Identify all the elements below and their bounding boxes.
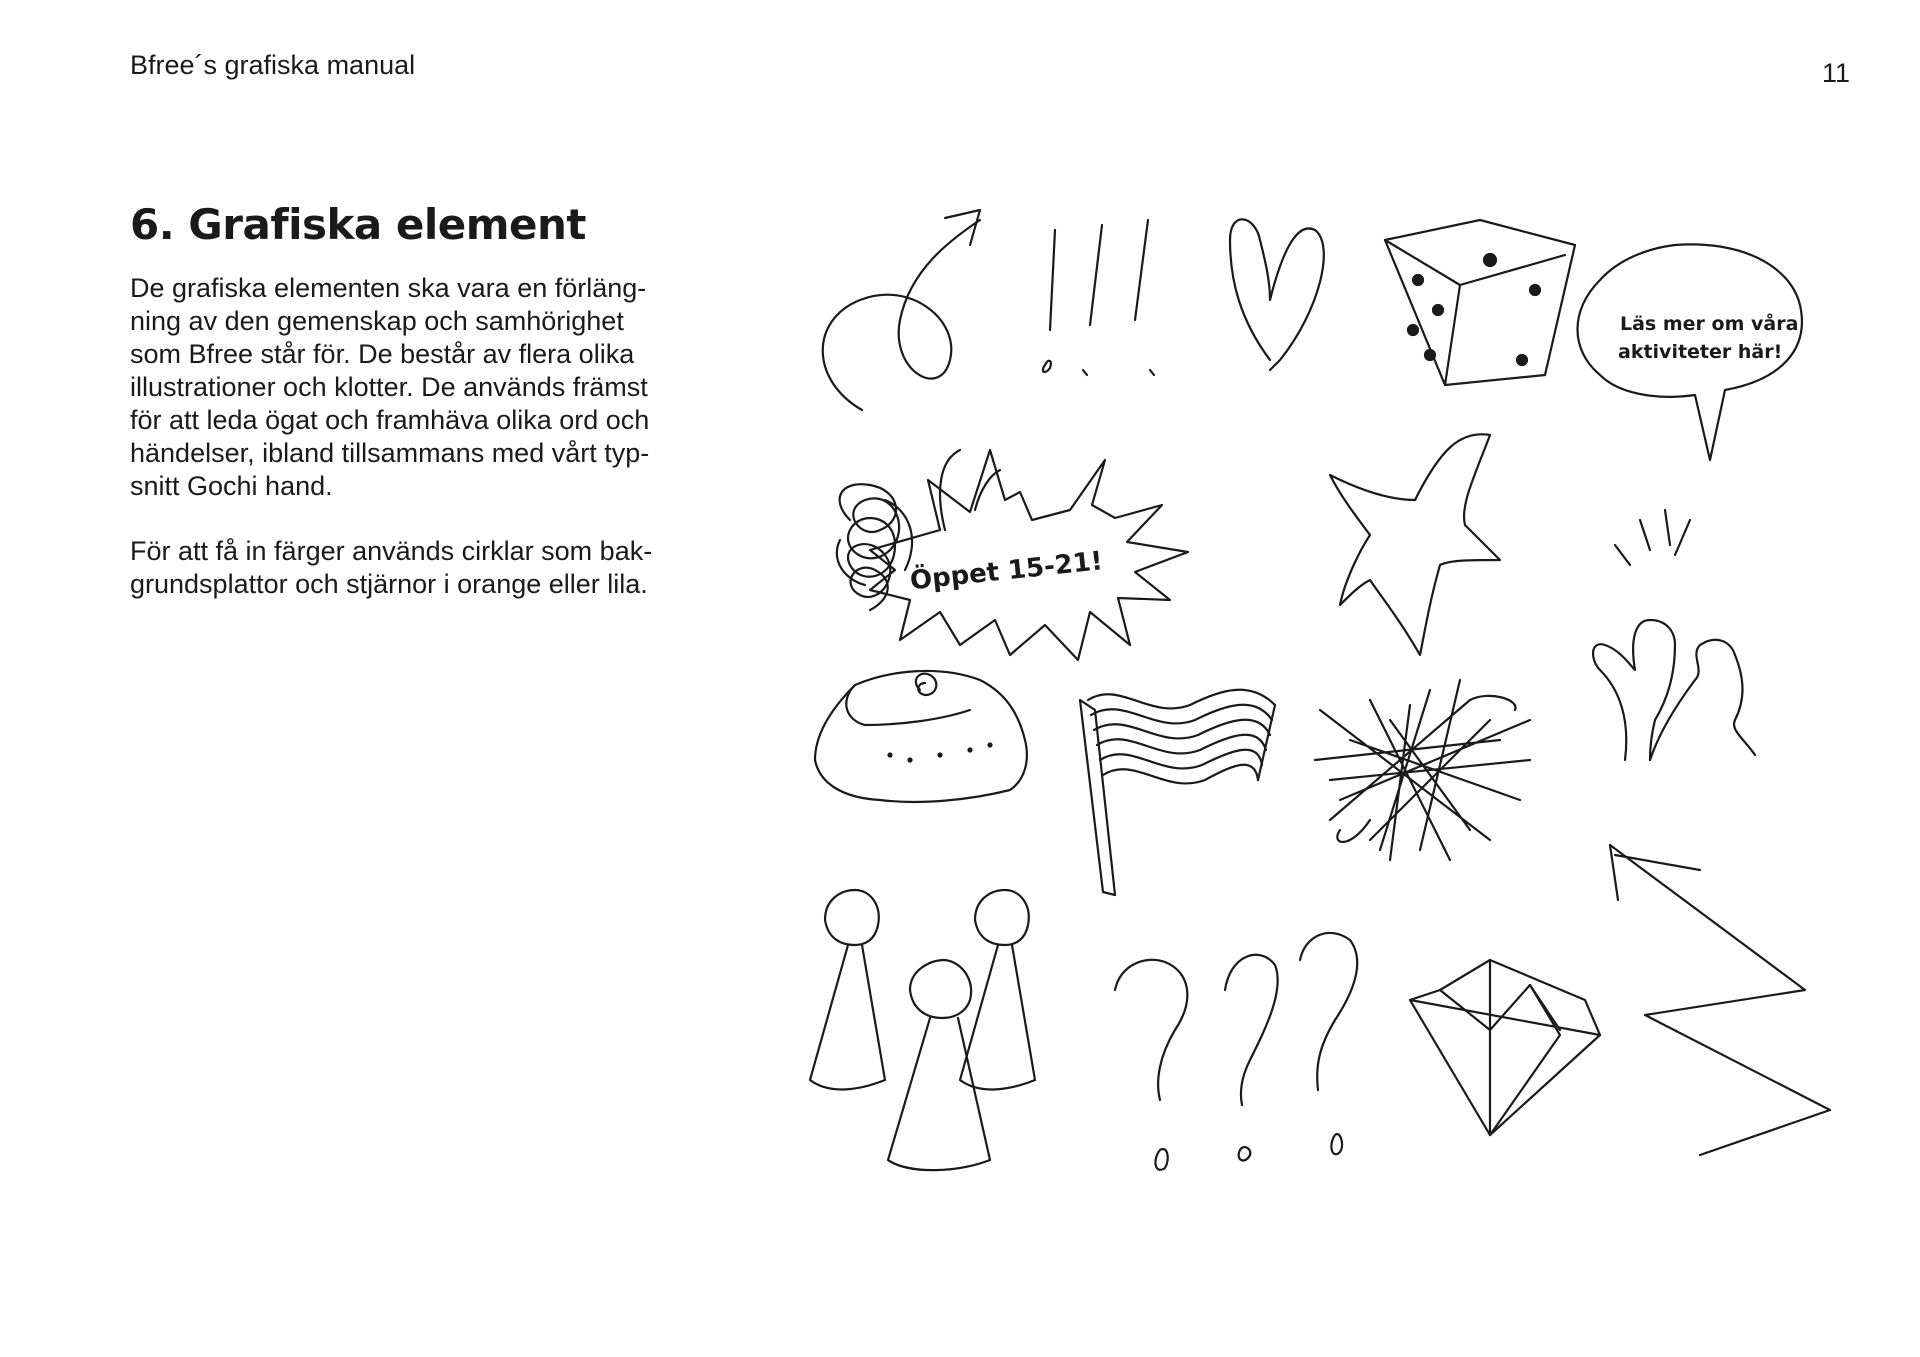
burst-label-icon xyxy=(870,450,1188,660)
game-pieces-icon xyxy=(810,890,1035,1170)
speech-bubble-line-2: aktiviteter här! xyxy=(1618,341,1783,363)
rainbow-flag-icon xyxy=(1080,690,1275,895)
graphic-elements-grid xyxy=(770,200,1870,1200)
zigzag-arrow-icon xyxy=(1610,845,1830,1155)
body-paragraph-2: För att få in färger används cirklar som bak- grundsplattor och stjärnor i orange eller lila. xyxy=(130,536,653,599)
scribble-burst-icon xyxy=(1315,680,1530,860)
heart-icon xyxy=(1230,219,1324,370)
body-paragraph-1: De grafiska elementen ska vara en förläng- ning av den gemenskap och samhörighet som Bfree står för. De består av flera olika illustrationer och klotter. De används främst för att leda ögat och framhäva olika ord och händelser, ibland tillsammans med vårt typ- snitt Gochi hand. xyxy=(130,273,650,501)
page-number: 11 xyxy=(1821,58,1850,88)
star-icon xyxy=(1330,434,1500,655)
cinnamon-bun-icon xyxy=(815,671,1027,802)
diamond-icon xyxy=(1410,960,1600,1135)
dice-icon xyxy=(1385,220,1575,385)
high-five-hands-icon xyxy=(1593,510,1755,760)
section-title: 6. Grafiska element xyxy=(130,200,586,249)
document-header-title: Bfree´s grafiska manual xyxy=(130,50,416,80)
burst-text: Öppet 15-21! xyxy=(908,546,1105,597)
curly-arrow-icon xyxy=(823,210,980,410)
exclamation-marks-icon xyxy=(1043,220,1154,375)
speech-bubble-icon xyxy=(1578,244,1802,460)
question-marks-icon xyxy=(1115,933,1357,1170)
speech-bubble-line-1: Läs mer om våra xyxy=(1620,313,1799,335)
